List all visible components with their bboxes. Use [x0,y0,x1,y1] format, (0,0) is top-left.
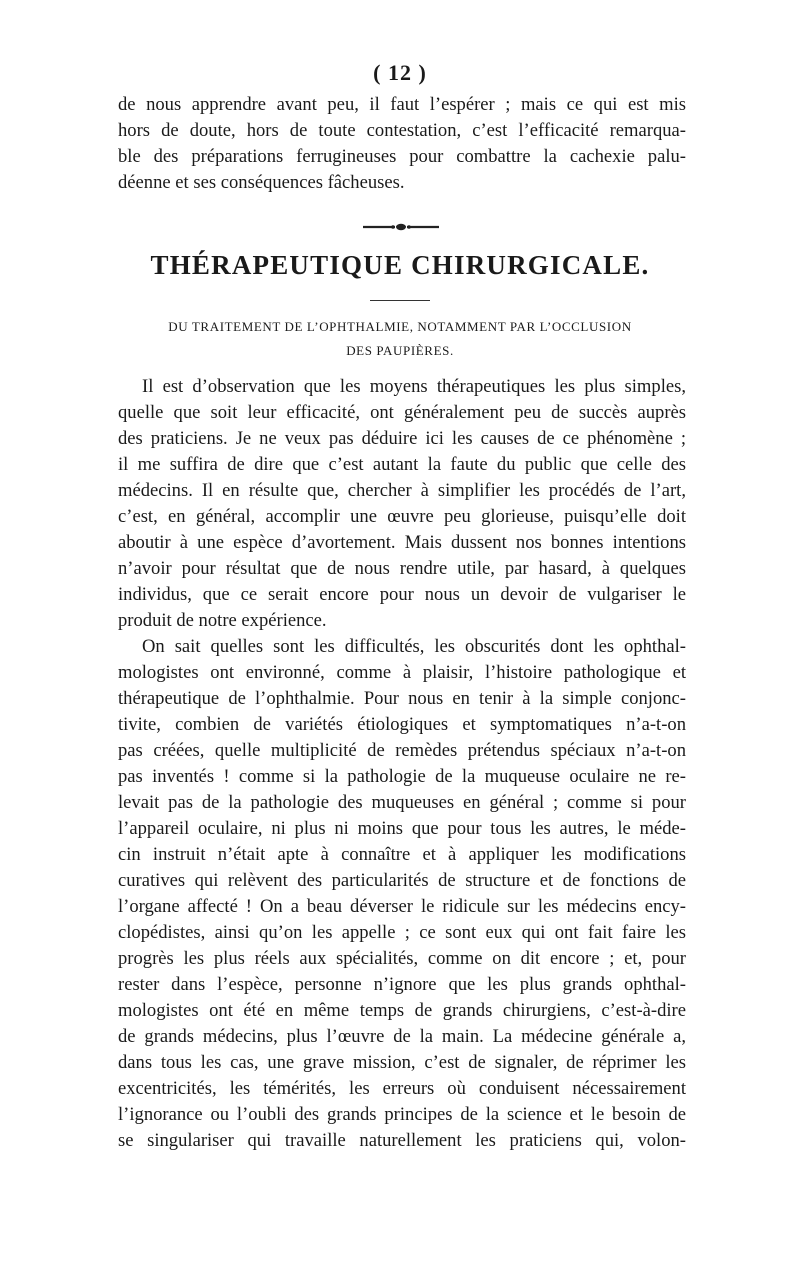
text-line: déenne et ses conséquences fâcheuses. [118,172,405,193]
text-line: mologistes ont été en même temps de grands chirurgiens, c’est-à-dire [118,1000,686,1021]
text-line: thérapeutique de l’ophthalmie. Pour nous en tenir à la simple conjonc- [118,688,686,709]
text-line: l’appareil oculaire, ni plus ni moins que pour tous les autres, le méde- [118,818,686,839]
text-line: dans tous les cas, une grave mission, c’est de signaler, de réprimer les [118,1052,686,1073]
paragraph-2 [118,634,686,1154]
text-line: levait pas de la pathologie des muqueuses en général ; comme si pour [118,792,686,813]
text-line: n’avoir pour résultat que de nous rendre utile, par hasard, à quelques [118,558,686,579]
text-line: rester dans l’espèce, personne n’ignore que les plus grands ophthal- [118,974,686,995]
text-line: l’organe affecté ! On a beau déverser le ridicule sur les médecins ency- [118,896,686,917]
text-line: ble des préparations ferrugineuses pour combattre la cachexie palu- [118,146,686,167]
text-line: se singulariser qui travaille naturellement les praticiens qui, volon- [118,1130,686,1151]
text-line: produit de notre expérience. [118,610,327,631]
text-line: des praticiens. Je ne veux pas déduire ici les causes de ce phénomène ; [118,428,686,449]
text-line: excentricités, les témérités, les erreurs où conduisent nécessairement [118,1078,686,1099]
text-line: pas inventés ! comme si la pathologie de la muqueuse oculaire ne re- [118,766,686,787]
text-line: il me suffira de dire que c’est autant la faute du public que celle des [118,454,686,475]
text-line: tivite, combien de variétés étiologiques et symptomatiques n’a-t-on [118,714,686,735]
text-line: Il est d’observation que les moyens thérapeutiques les plus simples, [142,376,686,397]
text-line: de nous apprendre avant peu, il faut l’espérer ; mais ce qui est mis [118,94,686,115]
text-line: pas créées, quelle multiplicité de remèdes prétendus spéciaux n’a-t-on [118,740,686,761]
section-title: THÉRAPEUTIQUE CHIRURGICALE. [150,250,650,280]
text-line: médecins. Il en résulte que, chercher à simplifier les procédés de l’art, [118,480,686,501]
text-line: progrès les plus réels aux spécialités, comme on dit encore ; et, pour [118,948,686,969]
title-rule [370,300,430,301]
text-line: aboutir à une espèce d’avortement. Mais dussent nos bonnes intentions [118,532,686,553]
text-line: On sait quelles sont les difficultés, les obscurités dont les ophthal- [142,636,686,657]
ornament-divider [361,222,441,232]
intro-paragraph [118,92,686,196]
page-number: ( 12 ) [373,60,427,85]
text-line: curatives qui relèvent des particularités de structure et de fonctions de [118,870,686,891]
section-subtitle-line-1: DU TRAITEMENT DE L’OPHTHALMIE, NOTAMMENT PAR L’OCCLUSION [168,319,632,334]
text-line: cin instruit n’était apte à connaître et à appliquer les modifications [118,844,686,865]
text-line: mologistes ont environné, comme à plaisir, l’histoire pathologique et [118,662,686,683]
text-line: individus, que ce serait encore pour nous un devoir de vulgariser le [118,584,686,605]
text-line: c’est, en général, accomplir une œuvre peu glorieuse, puisqu’elle doit [118,506,686,527]
text-line: clopédistes, ainsi qu’on les appelle ; ce sont eux qui ont fait faire les [118,922,686,943]
text-line: de grands médecins, plus l’œuvre de la main. La médecine générale a, [118,1026,686,1047]
text-line: quelle que soit leur efficacité, ont généralement peu de succès auprès [118,402,686,423]
section-subtitle-line-2: DES PAUPIÈRES. [346,343,454,358]
text-line: l’ignorance ou l’oubli des grands principes de la science et le besoin de [118,1104,686,1125]
paragraph-1 [118,374,686,634]
text-line: hors de doute, hors de toute contestation, c’est l’efficacité remarqua- [118,120,686,141]
